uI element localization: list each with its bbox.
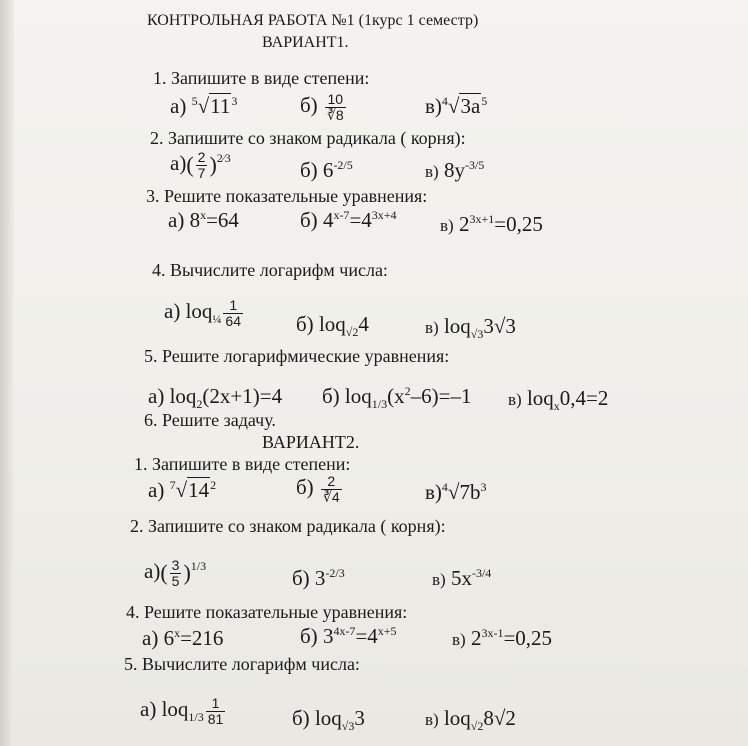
v2-q5-a: а) loq$_{1/3}$ $\frac{1}{81}$ [140, 695, 224, 727]
v2-q1-c: $в)^4√7b^3$ [425, 480, 487, 504]
test-title: КОНТРОЛЬНАЯ РАБОТА №1 (1курс 1 семестр) [147, 12, 479, 29]
v1-q6-title: 6. Решите задачу. [144, 410, 276, 430]
v1-q5-a: а) loq$_2$(2x+1)=4 [148, 384, 283, 412]
v2-q1-title: 1. Запишите в виде степени: [134, 454, 351, 474]
v1-q5-title: 5. Решите логарифмические уравнения: [144, 346, 450, 366]
v1-q3-a: а) $8^x=64$ [168, 208, 239, 232]
v1-q1-c: $в)^4√3a^5$ [425, 94, 488, 118]
v1-q4-b: б) loq$_{√2}$4 [296, 312, 369, 340]
v1-q2-a: а)( $\frac{2}{7}$ )$^{2⁄3}$ [170, 149, 231, 181]
v1-q2-c: в) $8y^{-3/5}$ [425, 158, 485, 182]
v1-q3-b: б) $4^{x-7}=4^{3x+4}$ [300, 208, 397, 232]
v2-q2-title: 2. Запишите со знаком радикала ( корня): [130, 516, 446, 536]
v2-q5-c: в) loq$_{√2}$8√2 [425, 706, 516, 734]
v1-q5-c: в) loq$_x$0,4=2 [508, 386, 609, 414]
v2-q4-title: 4. Решите показательные уравнения: [126, 602, 408, 622]
v1-q4-title: 4. Вычислите логарифм числа: [152, 260, 388, 280]
v1-q4-c: в) loq$_{√3}$3√3 [425, 314, 516, 342]
v2-q2-a: а)( $\frac{3}{5}$ )$^{1/3}$ [144, 557, 207, 589]
v1-q1-a: а) $^5√11^3$ [170, 94, 238, 118]
paper-edge [0, 0, 14, 746]
v2-q1-a: а) $^7√14^2$ [148, 478, 217, 502]
v2-q4-c: в) $2^{3x-1}=0,25$ [452, 626, 553, 650]
v1-q1-title: 1. Запишите в виде степени: [153, 68, 370, 88]
v2-q2-c: в) $5x^{-3/4}$ [432, 566, 492, 590]
v1-q1-b: б) $\frac{10}{∛8}$ [300, 91, 344, 123]
v1-q3-c: в) $2^{3x+1}=0,25$ [440, 212, 543, 236]
v2-q5-b: б) loq$_{√3}$3 [292, 706, 365, 734]
v2-q4-b: б) $3^{4x-7}=4^{x+5}$ [300, 624, 397, 648]
v2-q4-a: а) $6^x=216$ [142, 626, 224, 650]
v1-q5-b: б) $loq_{1/3}(x^2-6)=-1$ [322, 384, 472, 412]
v1-q3-title: 3. Решите показательные уравнения: [146, 186, 428, 206]
variant1-heading: ВАРИАНТ1. [262, 34, 349, 51]
v1-q4-a: а) loq$_{\frac{1}{4}}$ $\frac{1}{64}$ [164, 297, 241, 329]
v2-q2-b: б) $3^{-2/3}$ [292, 566, 345, 590]
variant2-heading: ВАРИАНТ2. [262, 432, 360, 452]
v2-q5-title: 5. Вычислите логарифм числа: [124, 654, 360, 674]
v1-q2-b: б) $6^{-2/5}$ [300, 158, 353, 182]
v2-q1-b: б) $\frac{2}{∛4}$ [296, 473, 340, 505]
v1-q2-title: 2. Запишите со знаком радикала ( корня): [150, 128, 466, 148]
